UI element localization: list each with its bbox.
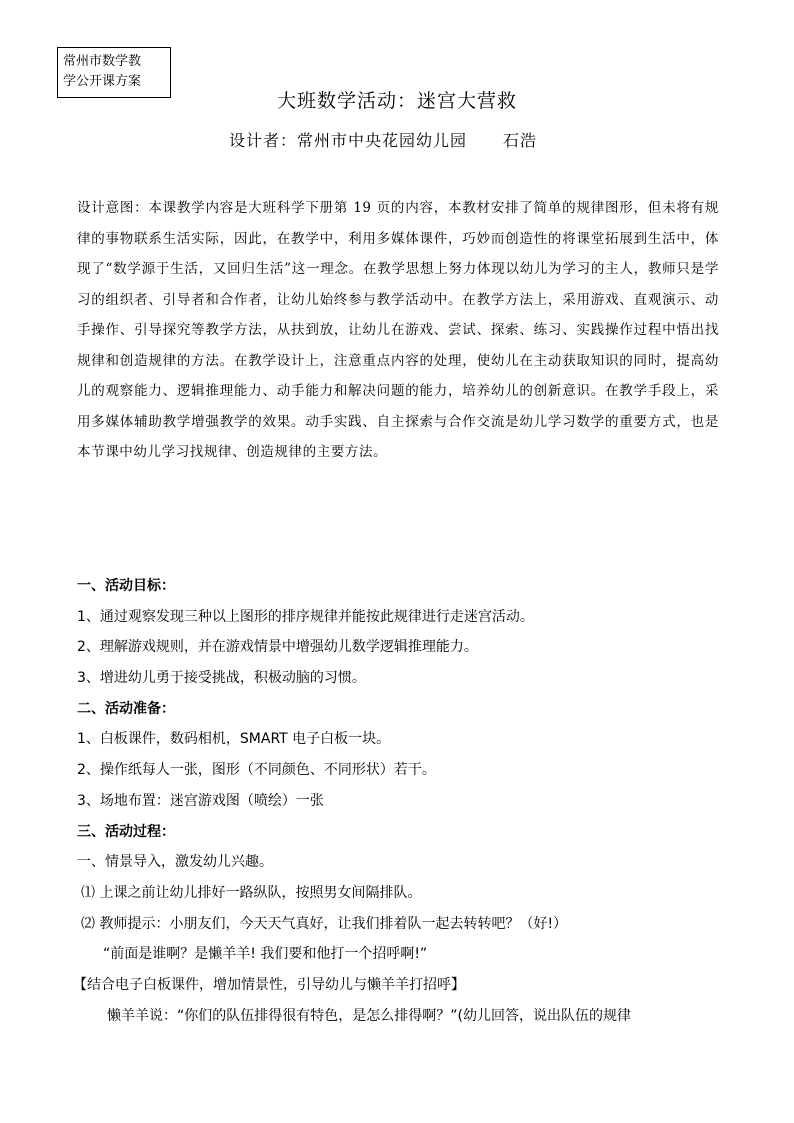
goal-item: 1、通过观察发现三种以上图形的排序规律并能按此规律进行走迷宫活动。: [77, 608, 534, 625]
prep-heading: 二、活动准备：: [77, 700, 175, 717]
corner-label-line2: 学公开课方案: [63, 74, 142, 89]
process-dialog: 懒羊羊说：“你们的队伍排得很有特色，是怎么排得啊？”(幼儿回答，说出队伍的规律: [107, 1007, 631, 1024]
goals-heading: 一、活动目标：: [77, 578, 175, 594]
goal-item: 2、理解游戏规则，并在游戏情景中增强幼儿数学逻辑推理能力。: [77, 639, 478, 656]
goal-item: 3、增进幼儿勇于接受挑战，积极动脑的习惯。: [77, 670, 366, 687]
process-heading: 三、活动过程：: [77, 823, 175, 840]
prep-item: 3、场地布置：迷宫游戏图（喷绘）一张: [77, 792, 324, 809]
process-note: 【结合电子白板课件，增加情景性，引导幼儿与懒羊羊打招呼】: [73, 976, 465, 993]
process-substep: ⑴ 上课之前让幼儿排好一路纵队，按照男女间隔排队。: [81, 884, 422, 901]
designer-name: 石浩: [503, 131, 538, 150]
design-intent-paragraph: 设计意图：本课教学内容是大班科学下册第 19 页的内容，本教材安排了简单的规律图形，但未将有规律的事物联系生活实际，因此，在教学中，利用多媒体课件，巧妙而创造性的将课堂拓展到生活中，体现了“数学源于生活，又回归生活”这一理念。在教学思想上努力体现以幼儿为学习的主人，教师只是学习的组织者、引导者和合作者，让幼儿始终参与教学活动中。在教学方法上，采用游戏、直观演示、动手操作、引导探究等教学方法，从扶到放，让幼儿在游戏、尝试、探索、练习、实践操作过程中悟出找规律和创造规律的方法。在教学设计上，注意重点内容的处理，使幼儿在主动获取知识的同时，提高幼儿的观察能力、逻辑推理能力、动手能力和解决问题的能力，培养幼儿的创新意识。在教学手段上，采用多媒体辅助教学增强教学的效果。动手实践、自主探索与合作交流是幼儿学习数学的重要方式，也是本节课中幼儿学习找规律、创造规律的主要方法。: [77, 200, 719, 460]
prep-item: 2、操作纸每人一张，图形（不同颜色、不同形状）若干。: [77, 762, 436, 779]
corner-label-line1: 常州市数学教: [63, 54, 142, 69]
lesson-body: [73, 571, 737, 1031]
process-step: 一、情景导入，激发幼儿兴趣。: [77, 854, 273, 871]
prep-item: 1、白板课件，数码相机，SMART 电子白板一块。: [77, 731, 391, 748]
process-substep: ⑵ 教师提示：小朋友们，今天天气真好，让我们排着队一起去转转吧？（好!）: [81, 915, 568, 932]
process-quote: “前面是谁啊？是懒羊羊! 我们要和他打一个招呼啊!”: [103, 946, 428, 963]
designer-line: [229, 128, 537, 151]
designer-label: 设计者：常州市中央花园幼儿园: [229, 131, 468, 150]
page-title: 大班数学活动：迷宫大营救: [276, 90, 517, 112]
